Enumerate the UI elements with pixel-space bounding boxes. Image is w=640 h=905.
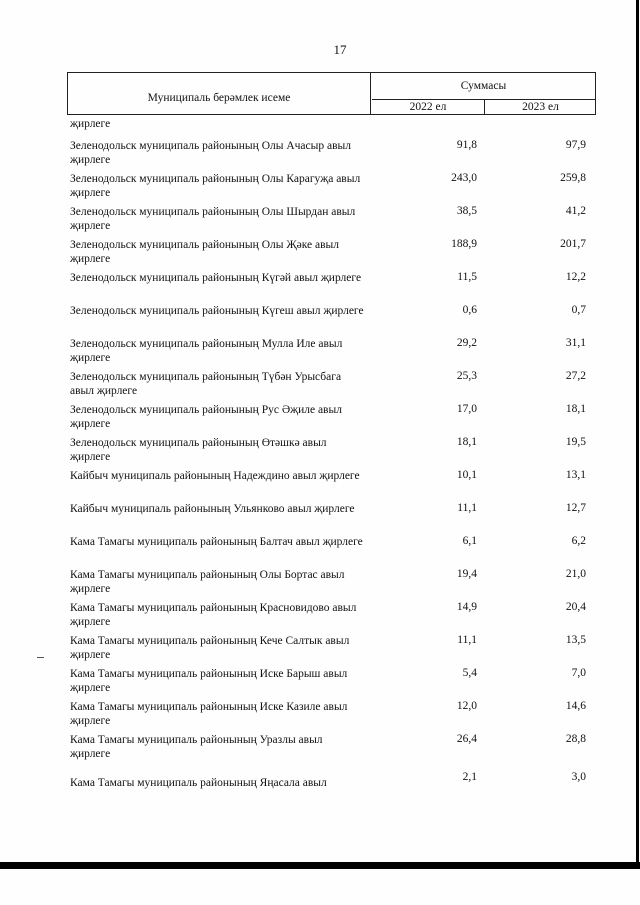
- table-row: [0, 436, 640, 469]
- value-2023: 19,5: [565, 436, 586, 448]
- table-row: [0, 238, 640, 271]
- margin-mark: [37, 657, 44, 658]
- value-2023: 14,6: [565, 700, 586, 712]
- value-2022: 6,1: [462, 535, 477, 547]
- value-2023: 41,2: [565, 205, 586, 217]
- municipality-name: Зеленодольск муниципаль районының Олы Ачасыр авыл җирлеге: [70, 140, 351, 166]
- table-row: [0, 601, 640, 634]
- municipality-name: Зеленодольск муниципаль районының Күгеш авыл җирлеге: [70, 305, 364, 317]
- value-2023: 0,7: [571, 304, 586, 316]
- value-2022: 2,1: [462, 771, 477, 783]
- value-2023: 18,1: [565, 403, 586, 415]
- value-2022: 5,4: [462, 667, 477, 679]
- table-row: [0, 766, 640, 799]
- value-2022: 14,9: [456, 601, 477, 613]
- value-2022: 19,4: [456, 568, 477, 580]
- municipality-name: Зеленодольск муниципаль районының Рус Әҗиле авыл җирлеге: [70, 404, 342, 430]
- scan-bottom-bar: [0, 862, 640, 869]
- value-2023: 97,9: [565, 139, 586, 151]
- value-2022: 29,2: [456, 337, 477, 349]
- table-body: [0, 139, 640, 799]
- value-2023: 28,8: [565, 733, 586, 745]
- value-2023: 13,5: [565, 634, 586, 646]
- municipality-name: Зеленодольск муниципаль районының Олы Карагуҗа авыл җирлеге: [70, 173, 361, 199]
- value-2022: 12,0: [456, 700, 477, 712]
- municipality-name: Кама Тамагы муниципаль районының Иске Казиле авыл җирлеге: [70, 701, 348, 727]
- value-2022: 91,8: [456, 139, 477, 151]
- municipality-name: Кама Тамагы муниципаль районының Иске Барыш авыл җирлеге: [70, 668, 348, 694]
- value-2023: 259,8: [560, 172, 586, 184]
- municipality-name: Зеленодольск муниципаль районының Өтәшкә авыл җирлеге: [70, 437, 327, 463]
- value-2022: 11,5: [457, 271, 477, 283]
- municipality-name: Зеленодольск муниципаль районының Күгәй авыл җирлеге: [70, 272, 362, 284]
- table-row: [0, 469, 640, 502]
- table-row: [0, 502, 640, 535]
- table-row: [0, 700, 640, 733]
- value-2023: 27,2: [565, 370, 586, 382]
- value-2023: 31,1: [565, 337, 586, 349]
- value-2022: 26,4: [456, 733, 477, 745]
- value-2023: 7,0: [571, 667, 586, 679]
- header-name-column: Муниципаль берәмлек исеме: [68, 73, 371, 114]
- page-number: 17: [333, 42, 347, 57]
- table-row: [0, 370, 640, 403]
- table-row: [0, 172, 640, 205]
- table-row: [0, 634, 640, 667]
- municipality-name: Кама Тамагы муниципаль районының Красновидово авыл җирлеге: [70, 602, 357, 628]
- municipality-name: Кама Тамагы муниципаль районының Уразлы авыл җирлеге: [70, 734, 323, 760]
- table-row: [0, 535, 640, 568]
- value-2022: 243,0: [451, 172, 477, 184]
- value-2022: 11,1: [457, 502, 477, 514]
- municipality-name: Кама Тамагы муниципаль районының Олы Бортас авыл җирлеге: [70, 569, 345, 595]
- municipality-name: Зеленодольск муниципаль районының Мулла Иле авыл җирлеге: [70, 338, 343, 364]
- municipality-name: Зеленодольск муниципаль районының Олы Шырдан авыл җирлеге: [70, 206, 356, 232]
- municipality-name: Кама Тамагы муниципаль районының Балтач авыл җирлеге: [70, 536, 363, 548]
- value-2023: 201,7: [560, 238, 586, 250]
- header-year-2023: 2023 ел: [522, 101, 559, 113]
- value-2022: 10,1: [456, 469, 477, 481]
- municipality-name: Зеленодольск муниципаль районының Түбән Урысбага авыл җирлеге: [70, 371, 342, 397]
- municipality-name: Кайбыч муниципаль районының Надеждино авыл җирлеге: [70, 470, 360, 482]
- table-row: [0, 205, 640, 238]
- municipality-name: Зеленодольск муниципаль районының Олы Җәке авыл җирлеге: [70, 239, 340, 265]
- value-2023: 12,7: [565, 502, 586, 514]
- header-sum-column: Суммасы: [372, 73, 595, 100]
- value-2022: 11,1: [457, 634, 477, 646]
- table-row: [0, 403, 640, 436]
- table-row: [0, 733, 640, 766]
- table-row: [0, 337, 640, 370]
- value-2023: 3,0: [571, 771, 586, 783]
- table-row: [0, 667, 640, 700]
- value-2023: 13,1: [565, 469, 586, 481]
- value-2022: 18,1: [456, 436, 477, 448]
- value-2023: 6,2: [571, 535, 586, 547]
- value-2022: 25,3: [456, 370, 477, 382]
- table-row: [0, 271, 640, 304]
- municipality-name: Кама Тамагы муниципаль районының Кече Салтык авыл җирлеге: [70, 635, 350, 661]
- table-row: [0, 139, 640, 172]
- value-2023: 20,4: [565, 601, 586, 613]
- scan-right-edge: [636, 0, 639, 869]
- table-header: [67, 72, 596, 115]
- value-2023: 21,0: [565, 568, 586, 580]
- table-row: [0, 304, 640, 337]
- value-2023: 12,2: [565, 271, 586, 283]
- value-2022: 17,0: [456, 403, 477, 415]
- value-2022: 38,5: [456, 205, 477, 217]
- header-year-2022: 2022 ел: [372, 100, 485, 114]
- table-row: [0, 568, 640, 601]
- municipality-name: Кама Тамагы муниципаль районының Яңасала авыл: [70, 777, 327, 789]
- value-2022: 0,6: [462, 304, 477, 316]
- value-2022: 188,9: [451, 238, 477, 250]
- municipality-name: Кайбыч муниципаль районының Ульянково авыл җирлеге: [70, 503, 355, 515]
- continued-text: җирлеге: [70, 118, 111, 130]
